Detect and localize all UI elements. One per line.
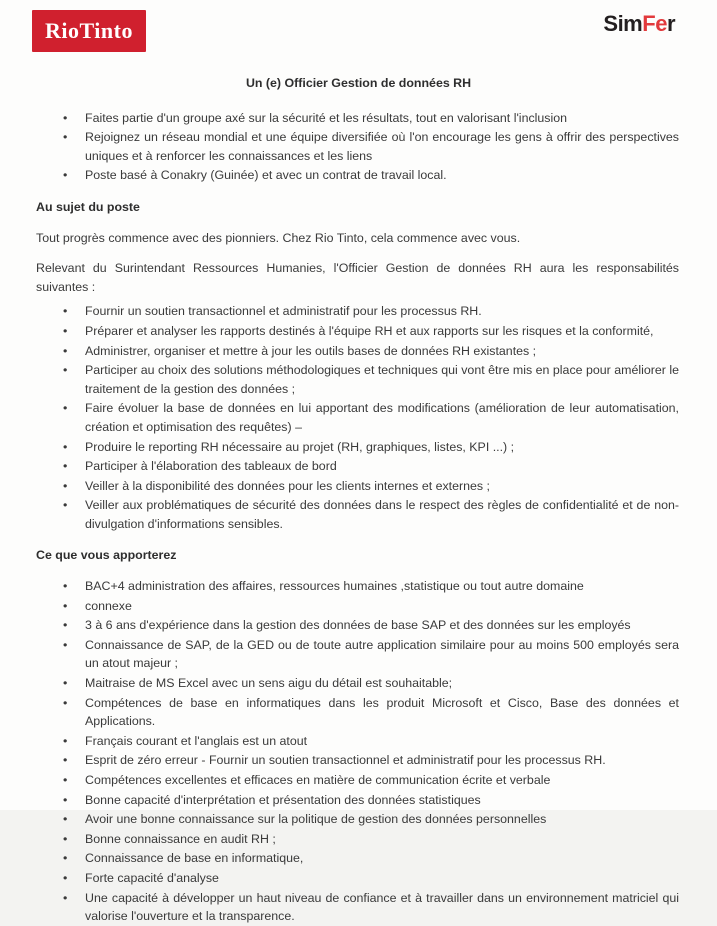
document-header	[0, 0, 717, 62]
list-item: • Veiller à la disponibilité des données pour les clients internes et externes ;	[85, 477, 679, 496]
list-item: • Préparer et analyser les rapports destinés à l'équipe RH et aux rapports sur les risques et la conformité,	[85, 322, 679, 341]
about-bullet-list	[36, 302, 679, 533]
list-item: • Participer à l'élaboration des tableaux de bord	[85, 457, 679, 476]
list-item: • Faire évoluer la base de données en lui apportant des modifications (amélioration de leur automatisation, création et optimisation des requêtes) –	[85, 399, 679, 436]
section-heading-bring: Ce que vous apporterez	[36, 548, 177, 563]
list-item: • BAC+4 administration des affaires, ressources humaines ,statistique ou tout autre domaine	[85, 577, 679, 596]
list-item: • Fournir un soutien transactionnel et administratif pour les processus RH.	[85, 302, 679, 321]
simfer-logo	[603, 11, 675, 36]
about-paragraph-1: Tout progrès commence avec des pionniers. Chez Rio Tinto, cela commence avec vous.	[36, 230, 521, 245]
list-item: • Connaissance de base en informatique,	[85, 849, 679, 868]
bring-bullet-list	[36, 577, 679, 926]
about-paragraph-2: Relevant du Surintendant Ressources Humanies, l'Officier Gestion de données RH aura les responsabilités suivantes :	[36, 261, 679, 294]
list-item: • Esprit de zéro erreur - Fournir un soutien transactionnel et administratif pour les processus RH.	[85, 751, 679, 770]
list-item: • Produire le reporting RH nécessaire au projet (RH, graphiques, listes, KPI ...) ;	[85, 438, 679, 457]
list-item: • Connaissance de SAP, de la GED ou de toute autre application similaire pour au moins 500 employés sera un atout majeur ;	[85, 636, 679, 673]
list-item: • 3 à 6 ans d'expérience dans la gestion des données de base SAP et des données sur les employés	[85, 616, 679, 635]
rio-tinto-logo	[32, 10, 146, 52]
list-item: • Poste basé à Conakry (Guinée) et avec un contrat de travail local.	[85, 166, 679, 185]
section-heading-about: Au sujet du poste	[36, 199, 140, 214]
list-item: • Avoir une bonne connaissance sur la politique de gestion des données personnelles	[85, 810, 679, 829]
page-title: Un (e) Officier Gestion de données RH	[245, 76, 472, 90]
list-item: • Bonne capacité d'interprétation et présentation des données statistiques	[85, 791, 679, 810]
rio-tinto-wordmark: RioTinto	[45, 17, 133, 43]
list-item: • Veiller aux problématiques de sécurité des données dans le respect des règles de confidentialité et de non-divulgation d'informations sensibles.	[85, 496, 679, 533]
list-item: • Compétences de base en informatiques dans les produit Microsoft et Cisco, Base des données et Applications.	[85, 694, 679, 731]
document-body	[0, 109, 717, 926]
list-item: • Forte capacité d'analyse	[85, 869, 679, 888]
list-item: • Faites partie d'un groupe axé sur la sécurité et les résultats, tout en valorisant l'inclusion	[85, 109, 679, 128]
simfer-wordmark-r: r	[666, 11, 675, 36]
simfer-wordmark-sim: Sim	[603, 11, 643, 36]
list-item: • Français courant et l'anglais est un atout	[85, 732, 679, 751]
list-item: • Rejoignez un réseau mondial et une équipe diversifiée où l'on encourage les gens à offrir des perspectives uniques et à renforcer les connaissances et les liens	[85, 128, 679, 165]
simfer-wordmark-fe: Fe	[642, 11, 667, 36]
intro-bullet-list	[36, 109, 679, 185]
list-item: • Une capacité à développer un haut niveau de confiance et à travailler dans un environnement matriciel qui valorise l'ouverture et la transparence.	[85, 889, 679, 926]
list-item: • connexe	[85, 597, 679, 616]
list-item: • Maitraise de MS Excel avec un sens aigu du détail est souhaitable;	[85, 674, 679, 693]
list-item: • Compétences excellentes et efficaces en matière de communication écrite et verbale	[85, 771, 679, 790]
list-item: • Administrer, organiser et mettre à jour les outils bases de données RH existantes ;	[85, 342, 679, 361]
list-item: • Bonne connaissance en audit RH ;	[85, 830, 679, 849]
list-item: • Participer au choix des solutions méthodologiques et techniques qui vont être mis en place pour améliorer le traitement de la gestion des données ;	[85, 361, 679, 398]
